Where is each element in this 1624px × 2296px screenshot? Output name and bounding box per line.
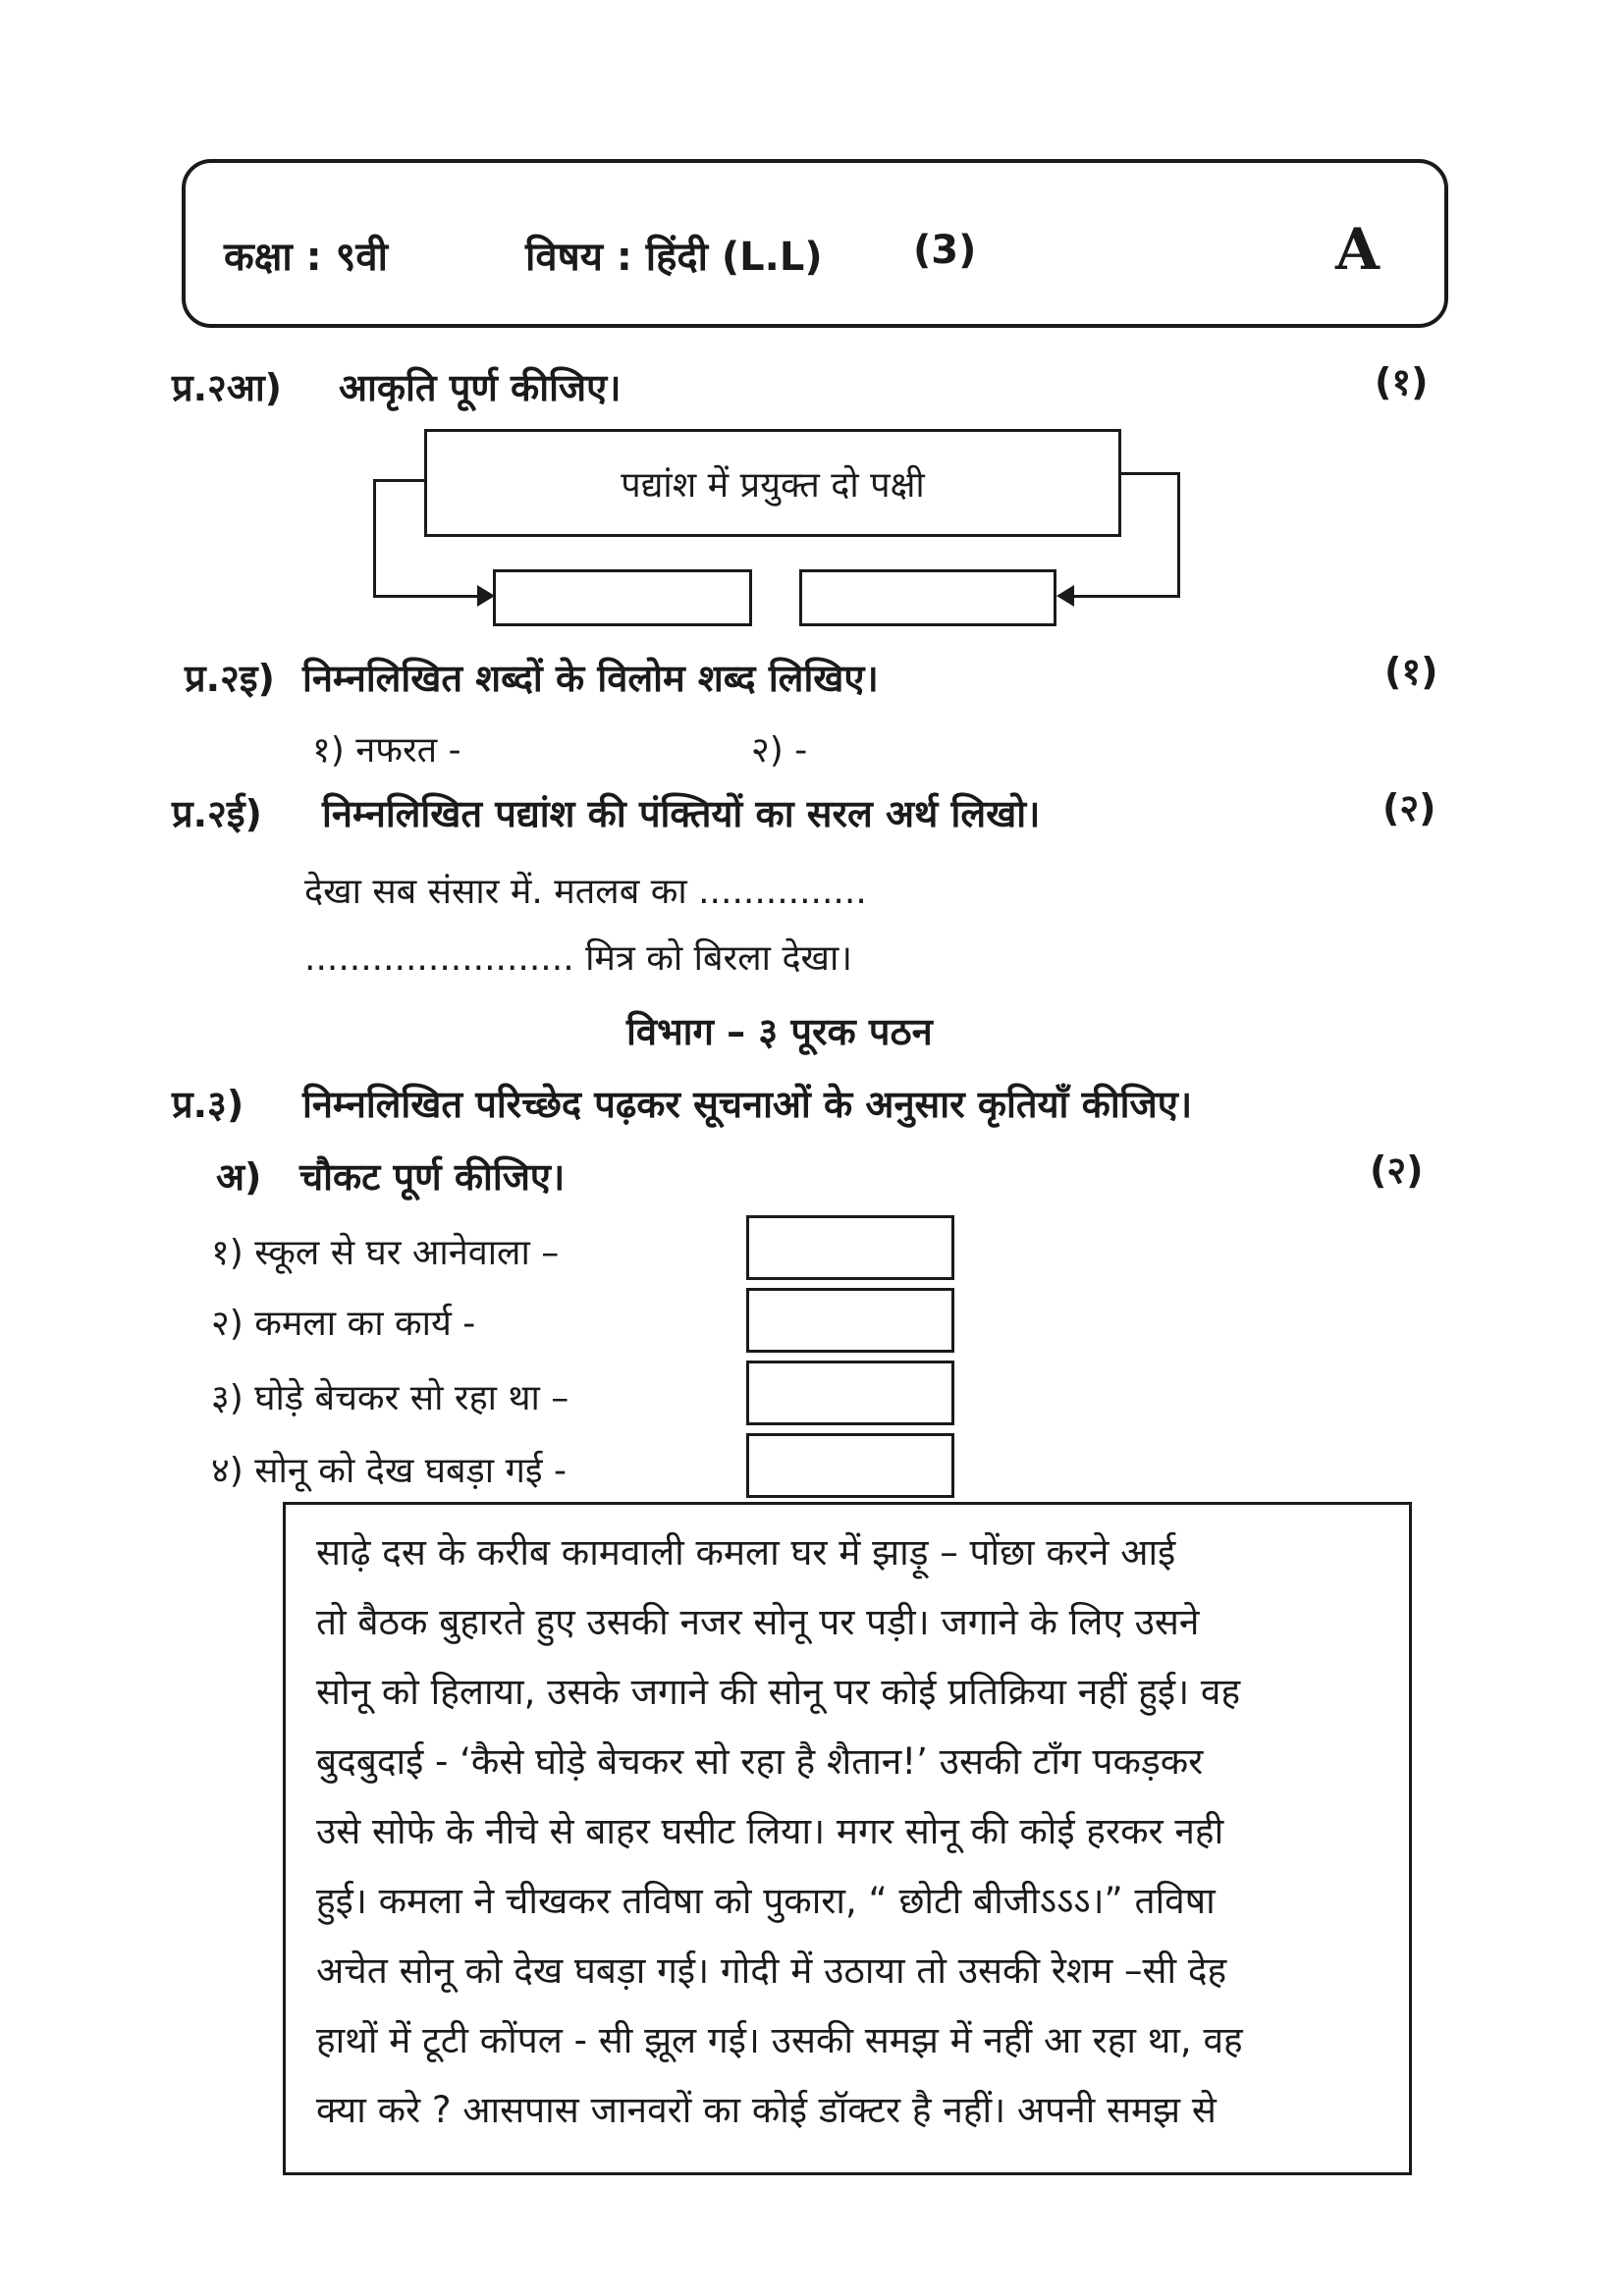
diagram-center-label: पद्यांश में प्रयुक्त दो पक्षी xyxy=(621,465,925,506)
passage-line-8: हाथों में टूटी कोंपल - सी झूल गई। उसकी समझ में नहीं आ रहा था, वह xyxy=(316,2019,1243,2061)
diagram-answer-box-2[interactable] xyxy=(799,569,1056,626)
q2i-number: प्र.२इ) xyxy=(185,657,275,700)
q3-number: प्र.३) xyxy=(172,1083,244,1126)
passage-line-6: हुई। कमला ने चीखकर तविषा को पुकारा, “ छोटी बीजीऽऽऽ।” तविषा xyxy=(316,1880,1216,1922)
class-label: कक्षा : ९वी xyxy=(224,235,389,280)
q2a-number: प्र.२आ) xyxy=(172,366,283,409)
passage-line-1: साढ़े दस के करीब कामवाली कमला घर में झाड़ू – पोंछा करने आई xyxy=(316,1531,1176,1574)
q2i-text: निम्नलिखित शब्दों के विलोम शब्द लिखिए। xyxy=(302,657,879,700)
passage-line-3: सोनू को हिलाया, उसके जगाने की सोनू पर कोई प्रतिक्रिया नहीं हुई। वह xyxy=(316,1671,1241,1713)
q3-item-3: ३) घोड़े बेचकर सो रहा था – xyxy=(211,1378,569,1418)
q2ee-line-2: ........................ मित्र को बिरला देखा। xyxy=(304,938,852,979)
diagram-center-box xyxy=(424,429,1121,537)
q2ee-number: प्र.२ई) xyxy=(172,792,262,835)
passage-line-9: क्या करे ? आसपास जानवरों का कोई डॉक्टर है नहीं। अपनी समझ से xyxy=(316,2089,1217,2131)
passage-line-5: उसे सोफे के नीचे से बाहर घसीट लिया। मगर सोनू की कोई हरकर नही xyxy=(316,1810,1224,1852)
q2a-text: आकृति पूर्ण कीजिए। xyxy=(339,366,622,409)
q3-item-4: ४) सोनू को देख घबड़ा गई - xyxy=(211,1451,567,1491)
diagram-answer-box-1[interactable] xyxy=(493,569,752,626)
set-letter: A xyxy=(1335,216,1380,283)
passage-line-4: बुदबुदाई - ‘कैसे घोड़े बेचकर सो रहा है शैतान!’ उसकी टाँग पकड़कर xyxy=(316,1740,1204,1783)
diagram-right-arrowhead xyxy=(1056,585,1074,607)
diagram-right-arrow-line xyxy=(1070,595,1180,598)
q2i-item-1: १) नफरत - xyxy=(312,730,461,771)
diagram-right-connector xyxy=(1121,472,1180,475)
q2ee-marks: (२) xyxy=(1382,786,1436,829)
q2ee-line-1: देखा सब संसार में. मतलब का ............... xyxy=(304,872,867,912)
diagram-left-arrow-line xyxy=(373,595,483,598)
diagram-right-vertical xyxy=(1177,472,1180,598)
q3-item-1: १) स्कूल से घर आनेवाला – xyxy=(211,1233,560,1273)
passage-line-7: अचेत सोनू को देख घबड़ा गई। गोदी में उठाया तो उसकी रेशम –सी देह xyxy=(316,1949,1227,1992)
diagram-left-vertical xyxy=(373,479,376,597)
diagram-left-connector xyxy=(373,479,426,482)
subject-label: विषय : हिंदी (L.L) xyxy=(525,235,823,280)
q2i-marks: (१) xyxy=(1384,650,1438,693)
q3-marks: (२) xyxy=(1370,1148,1424,1192)
q3-answer-box-2[interactable] xyxy=(746,1288,954,1353)
q3-answer-box-3[interactable] xyxy=(746,1361,954,1425)
section-title: विभाग – ३ पूरक पठन xyxy=(626,1010,933,1053)
paper-number: (3) xyxy=(913,228,977,273)
q3-answer-box-4[interactable] xyxy=(746,1433,954,1498)
q3-sub-text: चौकट पूर्ण कीजिए। xyxy=(299,1155,566,1199)
passage-line-2: तो बैठक बुहारते हुए उसकी नजर सोनू पर पड़ी। जगाने के लिए उसने xyxy=(316,1601,1200,1643)
q3-item-2: २) कमला का कार्य - xyxy=(211,1304,476,1344)
q3-text: निम्नलिखित परिच्छेद पढ़कर सूचनाओं के अनुसार कृतियाँ कीजिए। xyxy=(302,1083,1193,1126)
q3-answer-box-1[interactable] xyxy=(746,1215,954,1280)
q2i-item-2: २) - xyxy=(751,730,808,771)
q2a-marks: (१) xyxy=(1375,360,1429,403)
q2ee-text: निम्नलिखित पद्यांश की पंक्तियों का सरल अर्थ लिखो। xyxy=(322,792,1041,835)
q3-sub-number: अ) xyxy=(216,1155,262,1199)
